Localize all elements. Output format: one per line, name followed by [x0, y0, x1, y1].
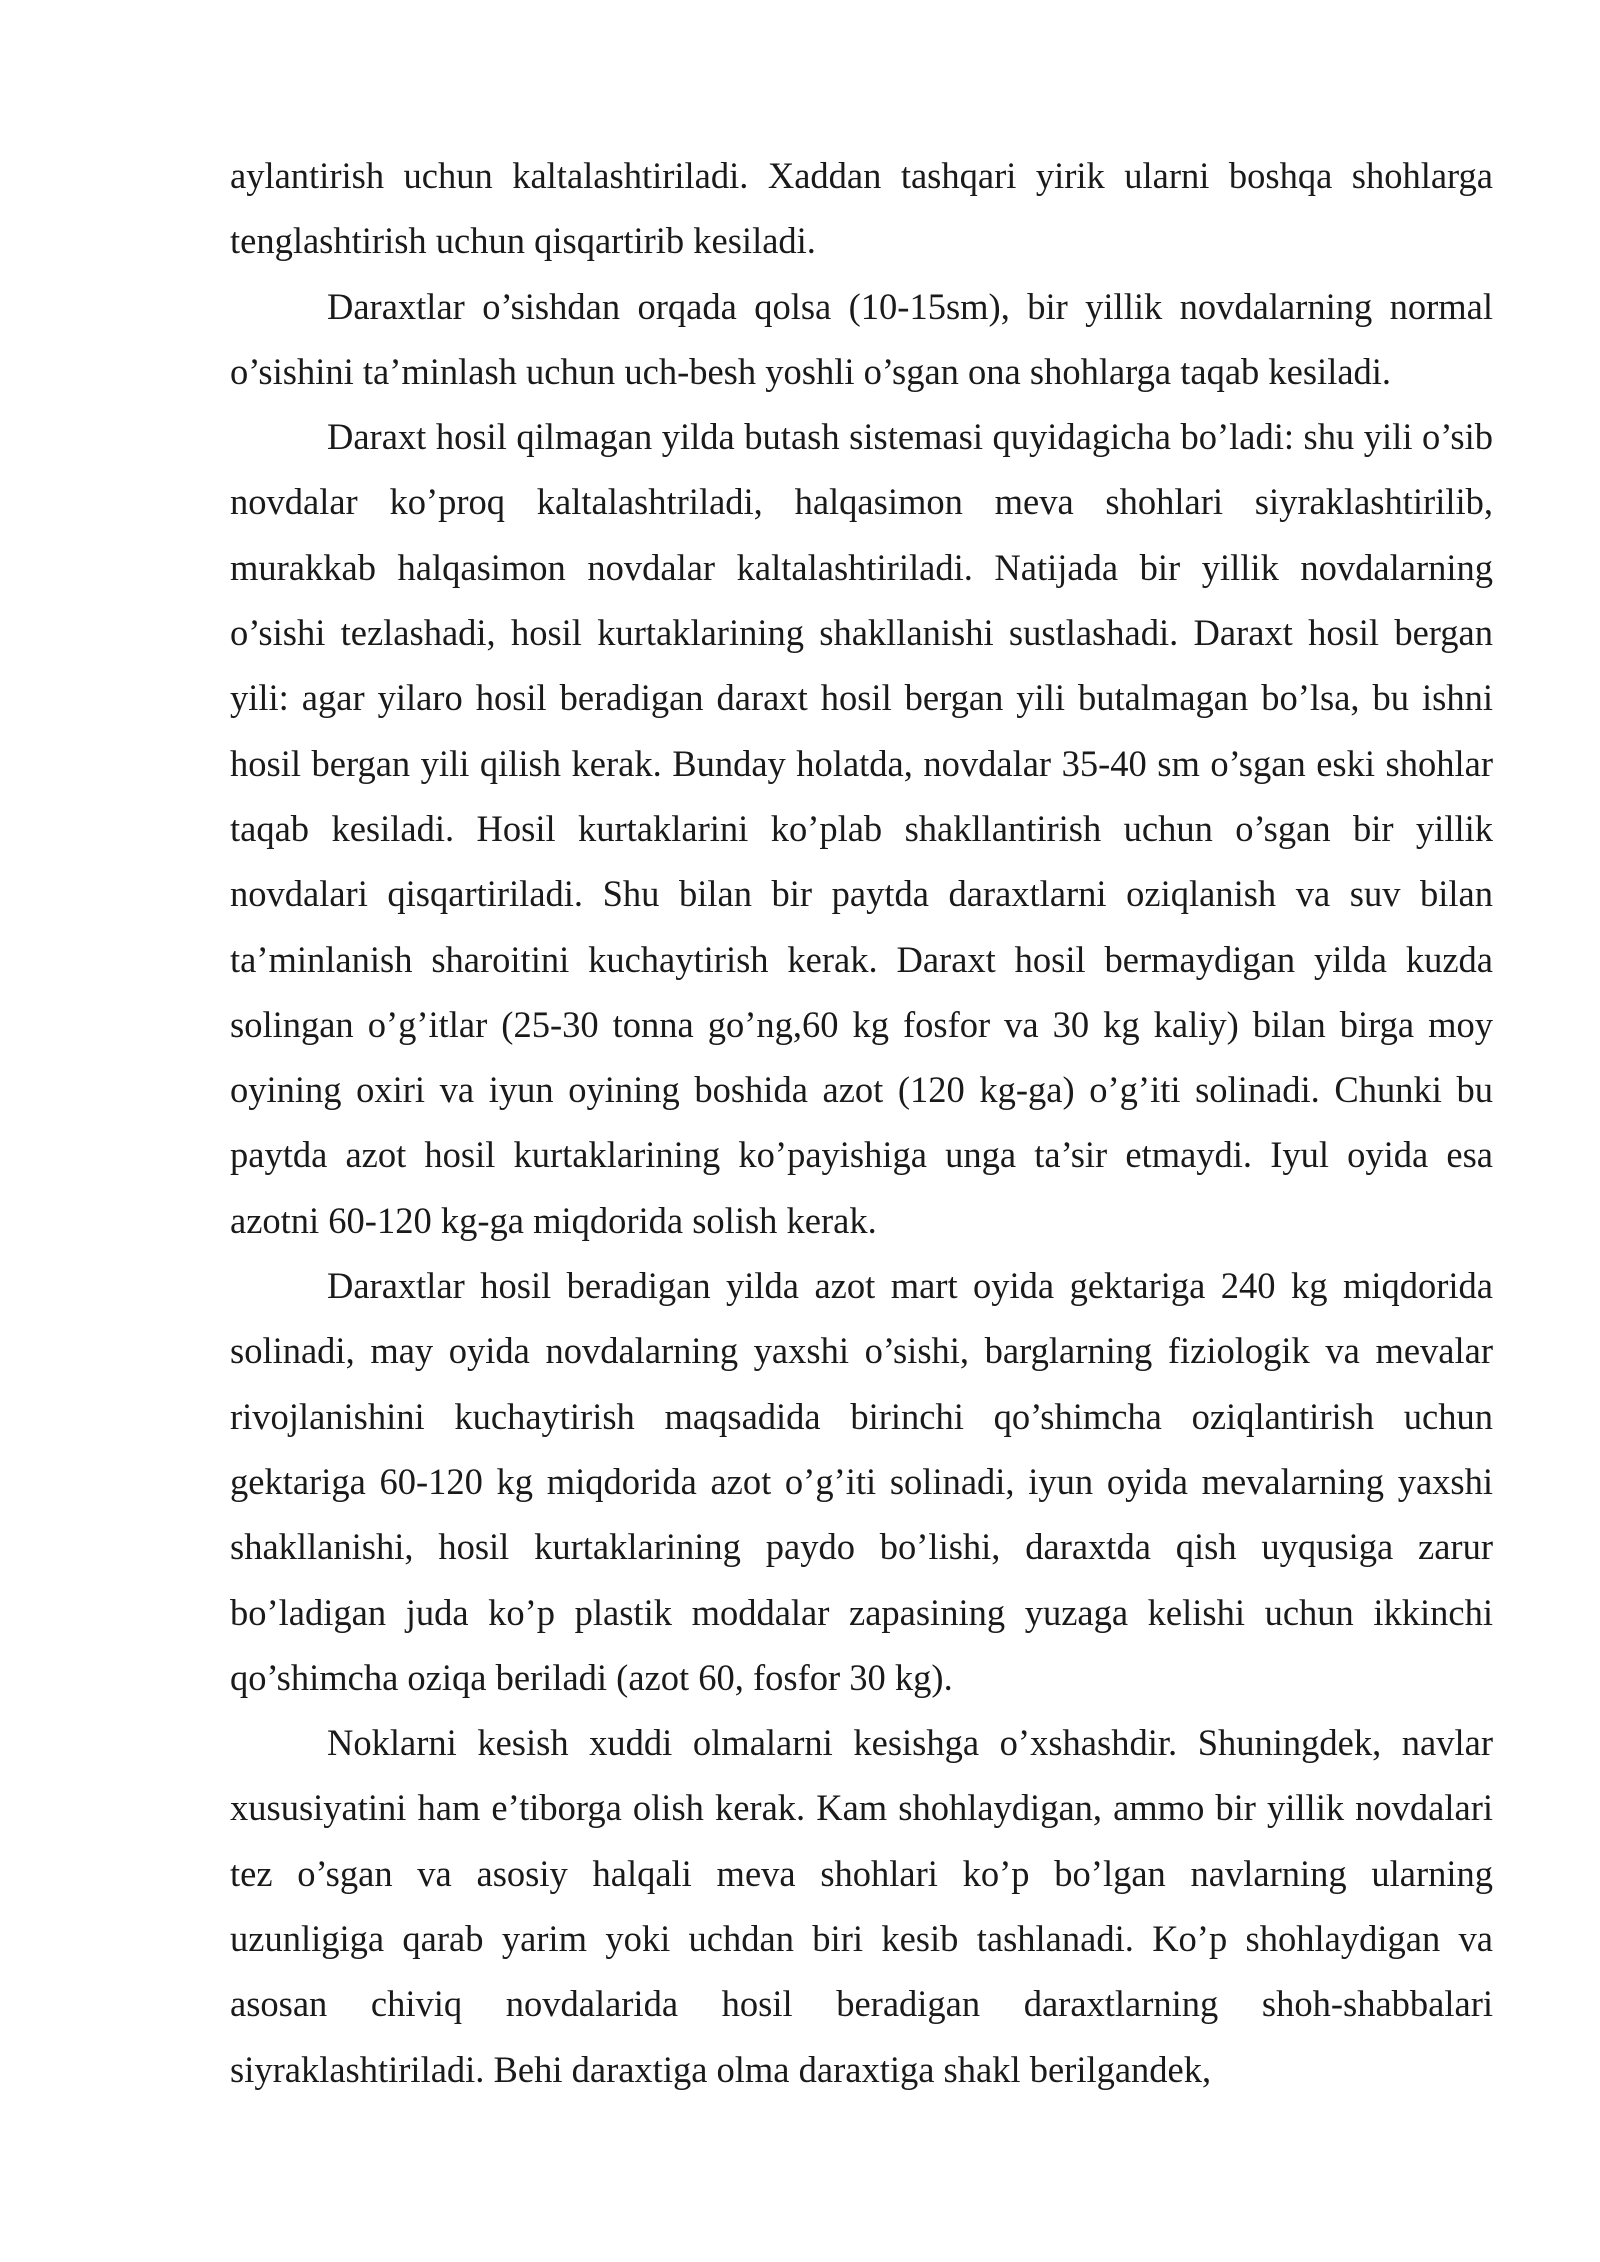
paragraph: Daraxtlar o’sishdan orqada qolsa (10-15sm), bir yillik novdalarning normal o’sishini ta’minlash uchun uch-besh yoshli o’sgan ona shohlarga taqab kesiladi. [230, 285, 1493, 392]
paragraph: Noklarni kesish xuddi olmalarni kesishga o’xshashdir. Shuningdek, navlar xususiyatini ham e’tiborga olish kerak. Kam shohlaydigan, ammo bir yillik novdalari tez o’sgan va asosiy halqali meva shohlari ko’p bo’lgan navlarning ularning uzunligiga qarab yarim yoki uchdan biri kesib tashlanadi. Ko’p shohlaydigan va asosan chiviq novdalarida hosil beradigan daraxtlarning shoh-shabbalari siyraklashtiriladi. Behi daraxtiga olma daraxtiga shakl berilgandek, [230, 1722, 1493, 2090]
body-text [230, 143, 1493, 2102]
paragraph: Daraxtlar hosil beradigan yilda azot mart oyida gektariga 240 kg miqdorida solinadi, may oyida novdalarning yaxshi o’sishi, barglarning fiziologik va mevalar rivojlanishini kuchaytirish maqsadida birinchi qo’shimcha oziqlantirish uchun gektariga 60-120 kg miqdorida azot o’g’iti solinadi, iyun oyida mevalarning yaxshi shakllanishi, hosil kurtaklarining paydo bo’lishi, daraxtda qish uyqusiga zarur bo’ladigan juda ko’p plastik moddalar zapasining yuzaga kelishi uchun ikkinchi qo’shimcha oziqa beriladi (azot 60, fosfor 30 kg). [230, 1265, 1493, 1698]
paragraph-continuation: aylantirish uchun kaltalashtiriladi. Xaddan tashqari yirik ularni boshqa shohlarga tenglashtirish uchun qisqartirib kesiladi. [230, 155, 1493, 262]
paragraph: Daraxt hosil qilmagan yilda butash sistemasi quyidagicha bo’ladi: shu yili o’sib novdalar ko’proq kaltalashtriladi, halqasimon meva shohlari siyraklashtirilib, murakkab halqasimon novdalar kaltalashtiriladi. Natijada bir yillik novdalarning o’sishi tezlashadi, hosil kurtaklarining shakllanishi sustlashadi. Daraxt hosil bergan yili: agar yilaro hosil beradigan daraxt hosil bergan yili butalmagan bo’lsa, bu ishni hosil bergan yili qilish kerak. Bunday holatda, novdalar 35-40 sm o’sgan eski shohlar taqab kesiladi. Hosil kurtaklarini ko’plab shakllantirish uchun o’sgan bir yillik novdalari qisqartiriladi. Shu bilan bir paytda daraxtlarni oziqlanish va suv bilan ta’minlanish sharoitini kuchaytirish kerak. Daraxt hosil bermaydigan yilda kuzda solingan o’g’itlar (25-30 tonna go’ng,60 kg fosfor va 30 kg kaliy) bilan birga moy oyining oxiri va iyun oyining boshida azot (120 kg-ga) o’g’iti solinadi. Chunki bu paytda azot hosil kurtaklarining ko’payishiga unga ta’sir etmaydi. Iyul oyida esa azotni 60-120 kg-ga miqdorida solish kerak. [230, 416, 1493, 1241]
